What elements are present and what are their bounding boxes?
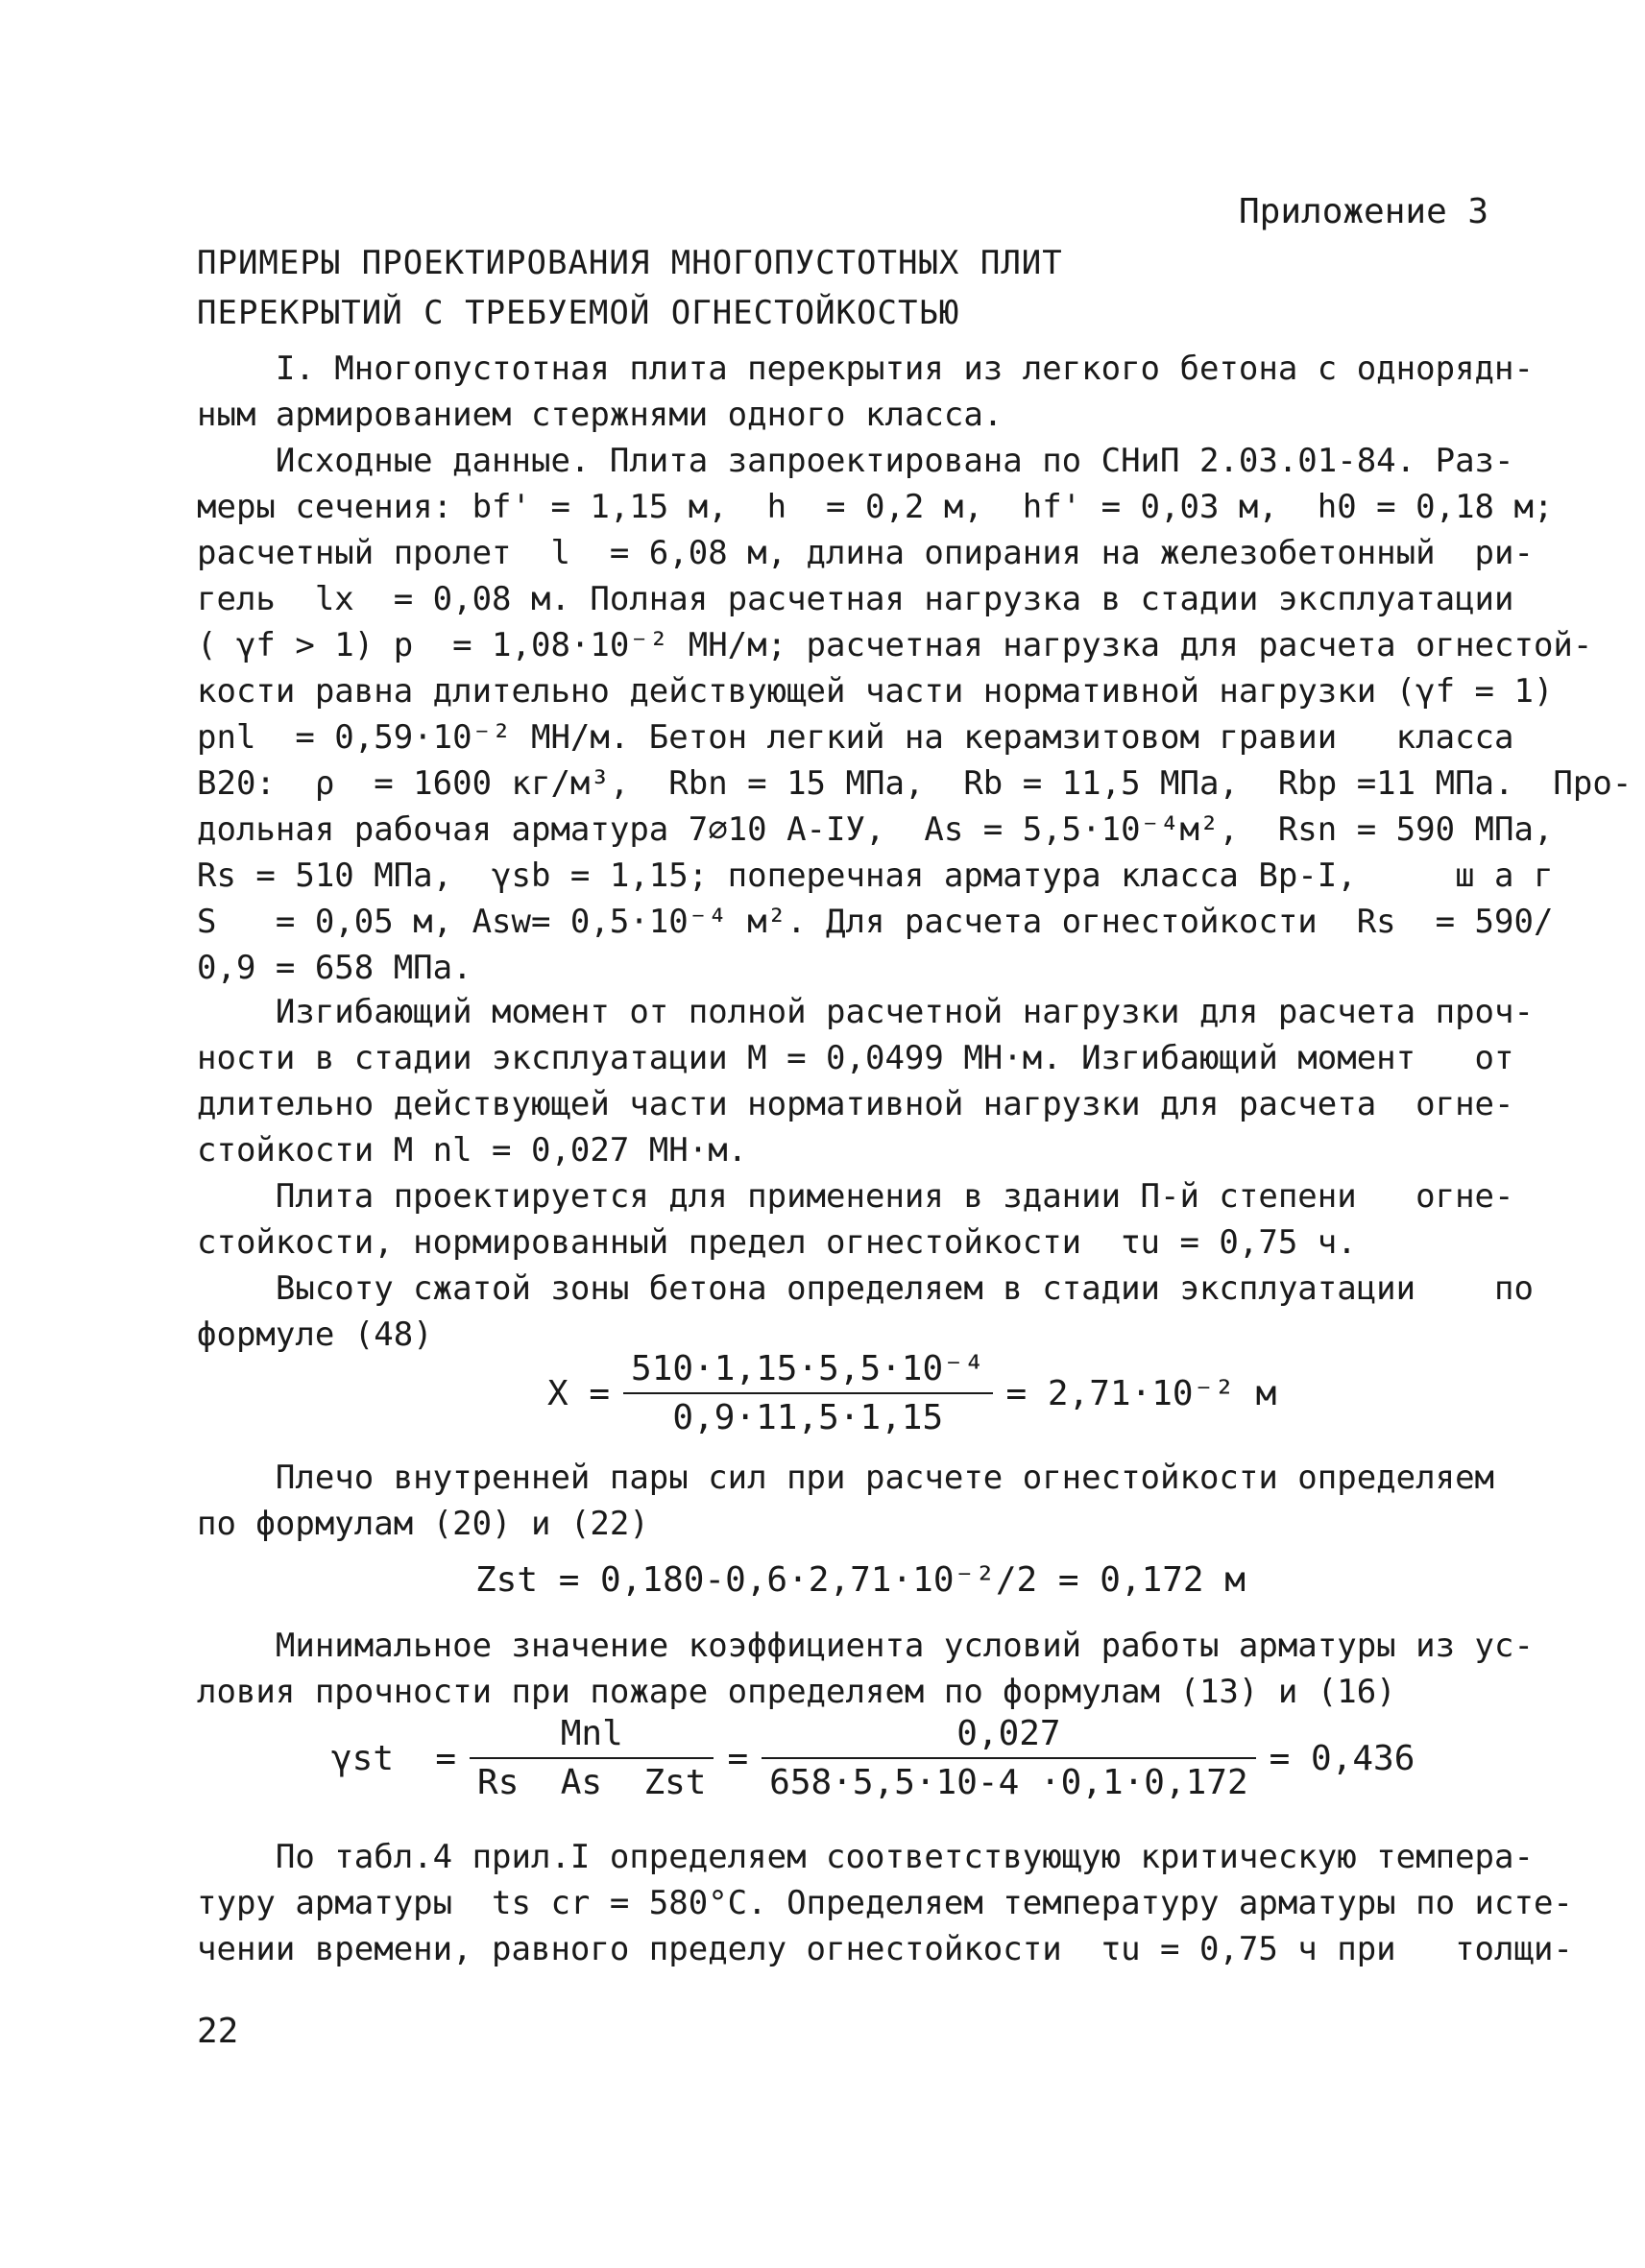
text-line: кости равна длительно действующей части нормативной нагрузки (γf = 1) <box>197 672 1554 711</box>
formula-gamma-denominator-1: Rs As Zst <box>477 1763 707 1802</box>
formula-x-fraction <box>623 1349 992 1437</box>
text-line: Изгибающий момент от полной расчетной нагрузки для расчета проч- <box>197 993 1534 1031</box>
formula-gamma-fraction-2 <box>762 1714 1256 1802</box>
title-line-2: ПЕРЕКРЫТИЙ С ТРЕБУЕМОЙ ОГНЕСТОЙКОСТЬЮ <box>197 294 960 332</box>
formula-x <box>547 1349 1276 1437</box>
text-line: S = 0,05 м, Asw= 0,5·10⁻⁴ м². Для расчета огнестойкости Rs = 590/ <box>197 903 1554 941</box>
text-line: 0,9 = 658 МПа. <box>197 949 472 987</box>
paragraph-block-4 <box>197 1623 1534 1715</box>
text-line: Плечо внутренней пары сил при расчете огнестойкости определяем <box>197 1459 1495 1497</box>
text-line: pnl = 0,59·10⁻² МН/м. Бетон легкий на керамзитовом гравии класса <box>197 718 1514 757</box>
appendix-label: Приложение 3 <box>1239 192 1489 231</box>
formula-x-denominator: 0,9·11,5·1,15 <box>672 1398 944 1437</box>
text-line: длительно действующей части нормативной нагрузки для расчета огне- <box>197 1085 1514 1123</box>
formula-gamma-lhs: γst = <box>331 1738 457 1778</box>
formula-x-lhs: X = <box>547 1373 611 1413</box>
text-line: Плита проектируется для применения в здании П-й степени огне- <box>197 1177 1514 1216</box>
formula-gamma-denominator-2: 658·5,5·10-4 ·0,1·0,172 <box>769 1763 1248 1802</box>
text-line: по формулам (20) и (22) <box>197 1505 649 1543</box>
paragraph-block-2 <box>197 989 1534 1358</box>
formula-x-rhs: = 2,71·10⁻² м <box>1005 1373 1277 1413</box>
formula-gamma-numerator-2: 0,027 <box>956 1714 1061 1753</box>
text-line: Высоту сжатой зоны бетона определяем в стадии эксплуатации по <box>197 1269 1534 1308</box>
formula-gamma-fraction-1 <box>470 1714 714 1802</box>
paragraph-block-1 <box>197 346 1633 991</box>
text-line: ловия прочности при пожаре определяем по формулам (13) и (16) <box>197 1673 1396 1711</box>
paragraph-block-5 <box>197 1834 1573 1972</box>
formula-gamma-numerator-1: Mnl <box>560 1714 623 1753</box>
text-line: стойкости М nl = 0,027 МН·м. <box>197 1131 748 1170</box>
formula-zst-text: Zst = 0,180-0,6·2,71·10⁻²/2 = 0,172 м <box>475 1560 1246 1600</box>
text-line: расчетный пролет l = 6,08 м, длина опирания на железобетонный ри- <box>197 534 1534 572</box>
text-line: ( γf > 1) p = 1,08·10⁻² МН/м; расчетная нагрузка для расчета огнестой- <box>197 626 1593 664</box>
page-title <box>197 238 1063 338</box>
text-line: Минимальное значение коэффициента условий работы арматуры из ус- <box>197 1627 1534 1665</box>
text-line: дольная рабочая арматура 7⌀10 А-IУ, As = 5,5·10⁻⁴м², Rsn = 590 МПа, <box>197 810 1554 849</box>
text-line: По табл.4 прил.I определяем соответствующую критическую темпера- <box>197 1838 1534 1876</box>
text-line: стойкости, нормированный предел огнестойкости τu = 0,75 ч. <box>197 1223 1357 1262</box>
formula-zst <box>475 1560 1246 1600</box>
text-line: чении времени, равного пределу огнестойкости τu = 0,75 ч при толщи- <box>197 1930 1573 1968</box>
formula-x-numerator: 510·1,15·5,5·10⁻⁴ <box>631 1349 985 1388</box>
title-line-1: ПРИМЕРЫ ПРОЕКТИРОВАНИЯ МНОГОПУСТОТНЫХ ПЛИТ <box>197 244 1063 282</box>
text-line: Исходные данные. Плита запроектирована по СНиП 2.03.01-84. Раз- <box>197 442 1514 480</box>
formula-gamma-rhs: = 0,436 <box>1269 1738 1415 1778</box>
text-line: ным армированием стержнями одного класса. <box>197 396 1004 434</box>
text-line: I. Многопустотная плита перекрытия из легкого бетона с однорядн- <box>197 350 1534 388</box>
text-line: туру арматуры ts cr = 580°С. Определяем температуру арматуры по исте- <box>197 1884 1573 1922</box>
text-line: формуле (48) <box>197 1315 433 1354</box>
text-line: ности в стадии эксплуатации М = 0,0499 МН·м. Изгибающий момент от <box>197 1039 1514 1077</box>
formula-gamma-eq: = <box>727 1738 749 1778</box>
paragraph-block-3 <box>197 1455 1495 1547</box>
page-number: 22 <box>197 2012 239 2051</box>
text-line: гель lx = 0,08 м. Полная расчетная нагрузка в стадии эксплуатации <box>197 580 1514 618</box>
text-line: В20: ρ = 1600 кг/м³, Rbn = 15 МПа, Rb = 11,5 МПа, Rbp =11 МПа. Про- <box>197 764 1633 803</box>
text-line: Rs = 510 МПа, γsb = 1,15; поперечная арматура класса Вр-I, ш а г <box>197 857 1554 895</box>
formula-gamma-st <box>331 1714 1415 1802</box>
text-line: меры сечения: bf' = 1,15 м, h = 0,2 м, hf' = 0,03 м, h0 = 0,18 м; <box>197 488 1554 526</box>
